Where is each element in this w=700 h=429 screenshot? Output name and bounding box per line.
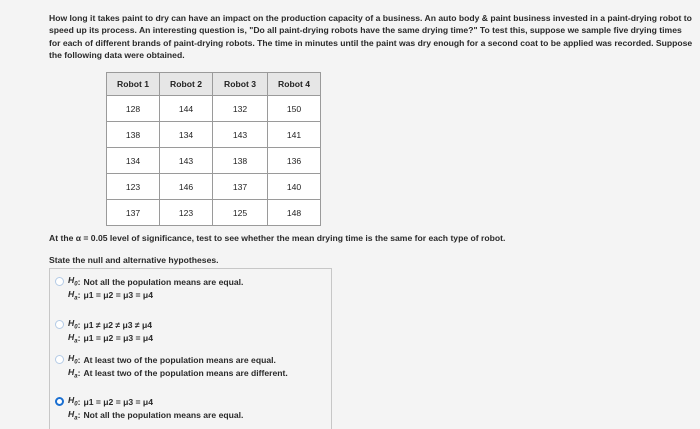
h0-symbol: $H_0$: [68, 395, 78, 409]
option-h0-text: μ1 ≠ μ2 ≠ μ3 ≠ μ4: [83, 319, 153, 330]
table-cell: 143: [160, 148, 213, 174]
option-h0-text: Not all the population means are equal.: [83, 276, 244, 287]
table-row: [107, 174, 321, 200]
table-cell: 140: [268, 174, 321, 200]
table-row: [107, 122, 321, 148]
robot-data-table: [106, 72, 321, 226]
table-cell: 132: [213, 96, 268, 122]
radio-button[interactable]: [55, 355, 64, 364]
table-cell: 123: [107, 174, 160, 200]
table-cell: 146: [160, 174, 213, 200]
table-cell: 143: [213, 122, 268, 148]
table-cell: 123: [160, 200, 213, 226]
column-header: Robot 4: [268, 73, 321, 96]
ha-symbol: $H_a$: [68, 289, 78, 302]
table-cell: 138: [213, 148, 268, 174]
hypothesis-option-2[interactable]: $H_0$ : μ1 ≠ μ2 ≠ μ3 ≠ μ4 $H_a$ : μ1 = μ2 = μ3 = μ4: [55, 318, 153, 345]
column-header: Robot 3: [213, 73, 268, 96]
option-ha-text: μ1 = μ2 = μ3 = μ4: [83, 333, 153, 344]
table-cell: 144: [160, 96, 213, 122]
ha-symbol: $H_a$: [68, 332, 78, 345]
h0-symbol: $H_0$: [68, 353, 78, 367]
table-cell: 148: [268, 200, 321, 226]
option-h0-text: μ1 = μ2 = μ3 = μ4: [83, 396, 153, 407]
option-ha-text: μ1 = μ2 = μ3 = μ4: [83, 290, 153, 301]
h0-symbol: $H_0$: [68, 318, 78, 332]
ha-symbol: $H_a$: [68, 409, 78, 422]
radio-button[interactable]: [55, 277, 64, 286]
table-cell: 125: [213, 200, 268, 226]
h0-symbol: $H_0$: [68, 275, 78, 289]
hypothesis-option-1[interactable]: $H_0$ : Not all the population means are equal. $H_a$ : μ1 = μ2 = μ3 = μ4: [55, 275, 243, 302]
table-row: [107, 148, 321, 174]
ha-symbol: $H_a$: [68, 367, 78, 380]
table-row: [107, 200, 321, 226]
table-cell: 150: [268, 96, 321, 122]
hypotheses-options: [49, 268, 332, 429]
option-h0-text: At least two of the population means are equal.: [83, 354, 276, 365]
problem-intro: How long it takes paint to dry can have an impact on the production capacity of a business. An auto body & paint business invested in a paint-drying robot to speed up its process. An interesting question is, "Do all paint-drying robots have the same drying time?" To test this, suppose we sample five drying times for each of different brands of paint-drying robots. The time in minutes until the paint was dry enough for a second coat to be applied was recorded. Suppose the following data were obtained.: [49, 13, 693, 61]
hypothesis-option-4[interactable]: $H_0$ : μ1 = μ2 = μ3 = μ4 $H_a$ : Not all the population means are equal.: [55, 395, 243, 422]
option-ha-text: Not all the population means are equal.: [83, 410, 244, 421]
table-cell: 137: [213, 174, 268, 200]
column-header: Robot 1: [107, 73, 160, 96]
radio-button-selected[interactable]: [55, 397, 64, 406]
hypothesis-option-3[interactable]: $H_0$ : At least two of the population means are equal. $H_a$ : At least two of the population means are different.: [55, 353, 288, 380]
table-header-row: [107, 73, 321, 96]
table-cell: 128: [107, 96, 160, 122]
table-cell: 134: [107, 148, 160, 174]
instruction-text: State the null and alternative hypotheses.: [49, 255, 219, 265]
column-header: Robot 2: [160, 73, 213, 96]
table-cell: 138: [107, 122, 160, 148]
radio-button[interactable]: [55, 320, 64, 329]
table-cell: 137: [107, 200, 160, 226]
option-ha-text: At least two of the population means are different.: [83, 368, 288, 379]
table-cell: 134: [160, 122, 213, 148]
question-text: At the α = 0.05 level of significance, test to see whether the mean drying time is the same for each type of robot.: [49, 233, 506, 243]
table-cell: 141: [268, 122, 321, 148]
table-row: [107, 96, 321, 122]
table-cell: 136: [268, 148, 321, 174]
